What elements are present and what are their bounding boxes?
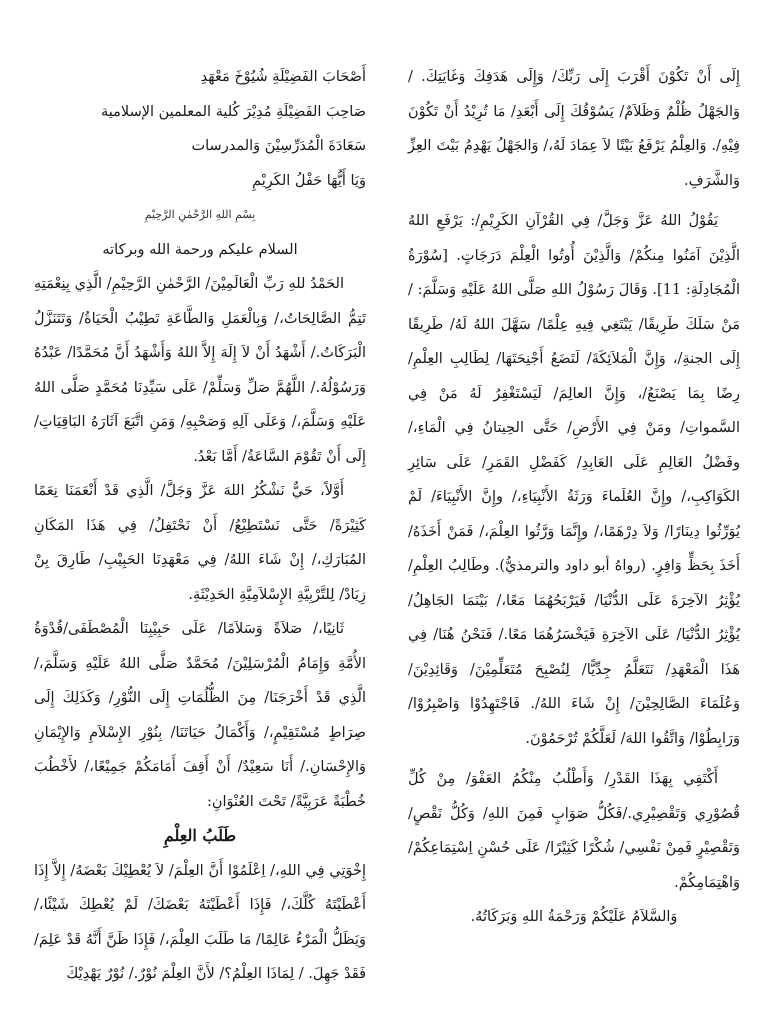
paragraph-2: يَقُوْلُ اللهُ عَزَّ وَجَلَّ/ فِي القُرْآنِ الكَرِيْمِ/: يَرْفَعِ اللهُ الَّذِيْنَ آمَنُوا مِنكُمْ/ وَالَّذِيْنَ أُوتُوا الْعِلْمَ دَرَجَاتٍ. [سُوْرَةُ الْمُجَادِلَةِ: 11]. وَقَالَ رَسُوْلُ اللهِ صَلَّى اللهُ عَلَيْهِ وَسَلَّمَ: / مَنْ سَلَكَ طَرِيقًا/ يَبْتَغِي فِيهِ عِلْمًا/ سَهَّلَ اللهُ لَهُ/ طَرِيقًا إِلَى الجنةِ/، وَإِنَّ الْمَلاَئِكَةَ/ لَتَضَعُ أَجْنِحَتَهَا/ لِطَالِبِ العِلْمِ/ رِضًا بِمَا يَصْنَعُ/، وَإِنَّ العالِمَ/ لَيَسْتَغْفِرُ لَهُ مَنْ فِي السَّمواتِ/ ومَنْ فِي الأَرْضِ/ حَتَّى الحِيتانُ فِي الْمَاءِ،/ وفَضْلُ العَالِمِ عَلَى العَابِدِ/ كَفَضْلِ القَمَرِ/ عَلَى سَائِرِ الكَوَاكِبِ،/ وإِنَّ العُلَماءَ وَرَثَةُ الأَنْبِيَاءِ،/ وإِنَّ الأَنْبِيَاءَ/ لَمْ يُوَرِّثُوا دِينَارًا/ وَلاَ دِرْهَمًا،/ وإِنَّمَا وَرَّثُوا العِلْمَ،/ فَمَنْ أَخَذَهُ/ أَخَذَ بِحَظٍّ وَافِرٍ. (رواهُ أبو داود والترمذيُّ). وطَالِبُ العِلْمِ/ يُؤْثِرُ الآخِرَةَ عَلَى الدُّنْيَا/ فَيَرْبَحُهُمَا مَعًا،/ بَيْنَمَا الجَاهِلُ/ يُؤْثِرُ الدُّنْيَا/ عَلَى الآخِرَةِ فَيَخْسَرُهُمَا مَعًا./ فَنَحْنُ هُنَا/ فِي هَذَا الْمَعْهَدِ/ نَتَعَلَّمُ جِدِّيًّا/ لِنُصْبِحَ مُتَعَلِّمِيْنَ/ وَقَائِدِيْنَ/ وَعُلَمَاءَ الصَّالِحِيْنَ/ إِنْ شَاءَ اللهُ/. فَاجْتَهِدُوْا وَاصْبِرُوْا/ وَرَابِطُوْا/ وَاتَّقُوا اللهَ/ لَعَلَّكُمْ تُرْحَمُوْنَ. [408,213,740,747]
address-line: صَاحِبَ الفَضِيْلَةِ مُدِيْرَ كُلية المعلمين الإسلامية [101,103,366,120]
first-paragraph: أَوَّلاً، حَيٌّ نَشْكُرُ اللهَ عَزَّ وَجَلَّ/ الَّذِي قَدْ أَنْعَمَنَا نِعَمًا كَثِيْرَةً/ حَتَّى نَسْتَطِيْعُ/ أَنْ نَحْتَفِلُ/ فِي هَذَا المَكَانِ المُبَارَكِ،/ إِنْ شَاءَ اللهُ/ فِي مَعْهَدِنَا الحَبِيْبِ/ طَارِقَ بِنْ زِيَادْ/ لِلتَّرْبِيَّةِ الإِسْلاَمِيَّةِ الحَدِيْثَةِ. [34,483,366,603]
basmala-calligraphy: بِسْمِ اللهِ الرَّحْمٰنِ الرَّحِيْمِ [144,208,256,221]
address-line: وَيَا أَيُّهَا حَفْلُ الكَرِيْمِ [252,172,366,189]
left-column [34,60,366,1024]
body-paragraph: إِخْوَتِي فِي اللهِ،/ اِعْلَمُوْا أَنَّ العِلْمَ/ لاَ يُعْطِيْكَ بَعْضَهُ/ إِلاَّ إِذَا أَعْطَيْتَهُ كُلَّكَ،/ فَإِذَا أَعْطَيْتَهُ بَعْضَكَ/ لَمْ يُعْطِكَ شَيْئًا،/ وَيَظَلُّ الْمَرْءُ عَالِمًا/ مَا طَلَبَ العِلْمَ،/ فَإِذَا ظَنَّ أَنَّهُ قَدْ عَلِمَ/ فَقَدْ جَهِلَ. / لِمَاذَا العِلْمُ؟/ لأَنَّ العِلْمَ نُوْرٌ./ نُوْرٌ يَهْدِيْكَ [34,862,366,982]
address-line: سَعَادَةَ الْمُدَرِّسِيْنَ وَالمدرسات [191,138,366,154]
address-line: أَصْحَابَ الفَضِيْلَةِ شُيُوْخَ مَعْهَدِ [200,69,366,85]
paragraph-1: إِلَى أَنْ تَكُوْنَ أَقْرَبَ إِلَى رَبِّكَ/ وَإِلَى هَدَفِكَ وَغَايَتِكَ. / وَالجَهْلُ ظُلْمٌ وَظَلاَمٌ/ يَسُوْقُكَ إِلَى أَبْعَدِ/ مَا تُرِيْدُ أَنْ تَكُوْنَ فِيْهِ/. وَالعِلْمُ يَرْفَعُ بَيْتًا لاَ عِمَادَ لَهُ،/ وَالجَهْلُ يَهْدِمُ بَيْتَ العِزِّ وَالشَّرَفِ. [408,69,740,189]
closing-greeting: وَالسَّلاَمُ عَلَيْكُمْ وَرَحْمَةُ اللهِ وَبَرَكَاتُهُ. [470,909,678,925]
paragraph-3: أَكْتَفِي بِهَذَا القَدْرِ/ وَأَطْلُبُ مِنْكُمُ العَفْوَ/ مِنْ كُلِّ قُصُوْرِي وَتَقْصِيْرِي./فَكُلُّ صَوَابٍ فَمِنَ اللهِ/ وَكُلُّ نَقْصٍ/ وَتَقْصِيْرٍ فَمِنْ نَفْسِي/ شُكْرًا كَثِيْرًا/ عَلَى حُسْنِ اِسْتِمَاعِكُمْ/ وَاهْتِمَامِكُمْ. [408,771,740,891]
address-block [34,60,366,198]
speech-title: طَلَبُ العِلْمِ [163,826,237,845]
intro-paragraph: الحَمْدُ للهِ رَبِّ الْعَالَمِيْنَ/ الرَّحْمٰنِ الرَّحِيْمِ/ الَّذِي بِنِعْمَتِهِ تَتِمُّ الصَّالِحَاتُ،/ وَبِالْعَمَلِ وَالطَّاعَةِ تَطِيْبُ الْحَيَاةُ/ وَتَتَنَزَّلُ الْبَرَكَاتُ./ أَشْهَدُ أَنْ لاَ إِلَهَ إِلاَّ اللهُ وَأَشْهَدُ أَنَّ مُحَمَّدًا/ عَبْدُهُ وَرَسُوْلُهُ./ اللَّهُمَّ صَلِّ وَسَلِّمْ/ عَلَى سَيِّدِنَا مُحَمَّدٍ صَلَّى اللهُ عَلَيْهِ وَسَلَّمَ،/ وَعَلَى آلِهِ وَصَحْبِهِ/ وَمَنِ اتَّبَعَ آثَارَهُ البَاقِيَاتِ/ إِلَى أَنْ تَقُوْمَ السَّاعَةُ/ أَمَّا بَعْدُ. [34,276,366,465]
right-column [408,60,740,1024]
greeting: السلام عليكم ورحمة الله وبركاته [102,241,298,258]
second-paragraph: ثَانِيًا،/ صَلاَةً وَسَلاَمًا/ عَلَى حَبِيْبِنَا الْمُصْطَفَى/قُدْوَةُ الأُمَّةِ وَإِمَامُ الْمُرْسَلِيْنَ/ مُحَمَّدٌ صَلَّى اللهُ عَلَيْهِ وَسَلَّمَ،/ الَّذِي قَدْ أَخْرَجَنَا/ مِنَ الظُّلُمَاتِ إِلَى النُّوْرِ/ وَكَذَلِكَ إِلَى صِرَاطٍ مُسْتَقِيْمٍ،/ وَأَكْمَالُ حَيَاتَنَا/ بِنُوْرِ الإِسْلاَمِ وَالإِيْمَانِ وَالإِحْسَانِ./ أَنَا سَعِيْدٌ/ أَنْ أَقِفَ أَمَامَكُمْ جَمِيْعًا،/ لأَخْطُبَ خُطْبَةً عَرَبِيَّةً/ تَحْتَ العُنْوَانِ: [34,621,366,810]
